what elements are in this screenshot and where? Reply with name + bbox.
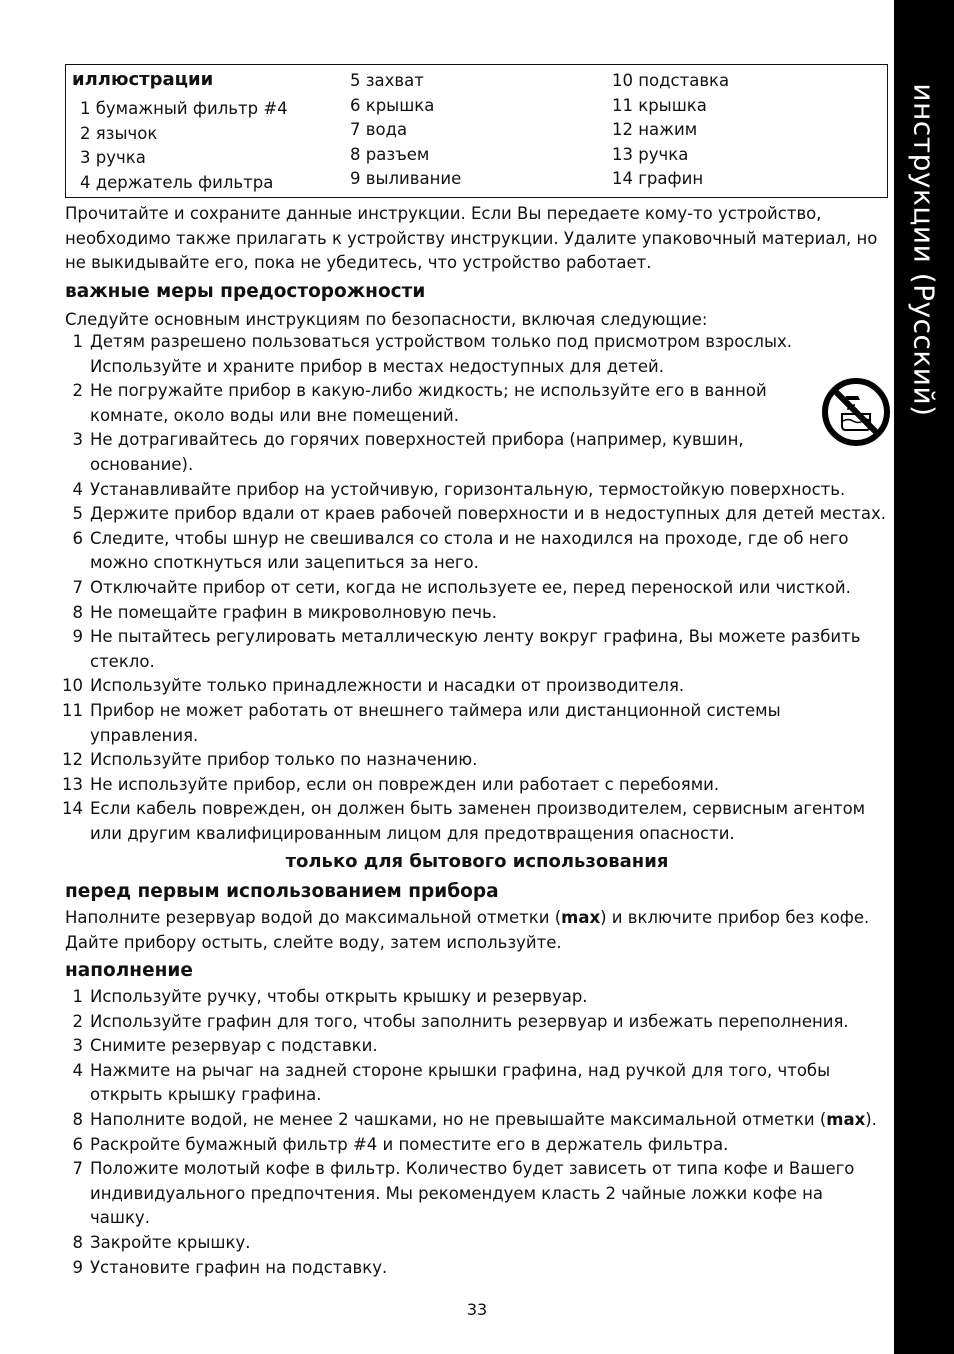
illustrations-box	[65, 64, 888, 198]
safety-item: 5 Держите прибор вдали от краев рабочей поверхности и в недоступных для детей местах.	[72, 504, 886, 524]
illustration-item: 7 вода	[350, 120, 408, 140]
illustration-item: 2 язычок	[80, 123, 158, 143]
safety-item: 14 Если кабель поврежден, он должен быть заменен производителем, сервисным агентом или другим квалифицированным лицом для предотвращения опасности.	[62, 799, 866, 843]
illustration-item: 12 нажим	[612, 120, 698, 140]
safety-item: 11 Прибор не может работать от внешнего таймера или дистанционной системы управления.	[62, 700, 781, 745]
filling-item: 1 Используйте ручку, чтобы открыть крышку и резервуар.	[72, 987, 588, 1006]
page-number: 33	[466, 1300, 488, 1319]
illustrations-heading: иллюстрации	[72, 69, 214, 90]
first-use-heading: перед первым использованием прибора	[65, 881, 499, 902]
safety-heading: важные меры предосторожности	[65, 281, 426, 302]
safety-item: 7 Отключайте прибор от сети, когда не используете ее, перед переноской или чисткой.	[72, 577, 851, 597]
side-tab-title: инструкции (Русский)	[907, 83, 941, 417]
safety-item: 10 Используйте только принадлежности и насадки от производителя.	[62, 676, 685, 696]
filling-item: 8 Закройте крышку.	[72, 1232, 251, 1252]
safety-lead: Следуйте основным инструкциям по безопасности, включая следующие:	[65, 310, 708, 329]
safety-item: 9 Не пытайтесь регулировать металлическую ленту вокруг графина, Вы можете разбить стекло.	[72, 627, 861, 671]
illustrations-column-2	[350, 69, 461, 192]
filling-item: 9 Установите графин на подставку.	[72, 1257, 388, 1277]
safety-item: 13 Не используйте прибор, если он поврежден или работает с перебоями.	[62, 774, 720, 794]
safety-item: 8 Не помещайте графин в микроволновую печь.	[72, 602, 497, 622]
language-side-tab	[894, 0, 954, 1354]
illustration-item: 4 держатель фильтра	[80, 172, 274, 192]
filling-item: 3 Снимите резервуар с подставки.	[72, 1036, 378, 1056]
illustrations-column-1	[80, 97, 288, 195]
illustrations-column-3	[612, 69, 729, 192]
filling-item: 4 Нажмите на рычаг на задней стороне крышки графина, над ручкой для того, чтобы открыть крышку графина.	[72, 1060, 831, 1105]
safety-item: 4 Устанавливайте прибор на устойчивую, горизонтальную, термостойкую поверхность.	[72, 479, 846, 499]
illustration-item: 10 подставка	[612, 71, 730, 90]
illustration-item: 5 захват	[350, 71, 424, 90]
illustration-item: 6 крышка	[350, 95, 435, 115]
filling-item: 2 Используйте графин для того, чтобы заполнить резервуар и избежать переполнения.	[72, 1011, 849, 1031]
first-use-paragraph: Наполните резервуар водой до максимальной отметки (max) и включите прибор без кофе. Дайте прибору остыть, слейте воду, затем используйте.	[65, 908, 870, 952]
filling-heading: наполнение	[65, 960, 193, 981]
safety-item: 6 Следите, чтобы шнур не свешивался со стола и не находился на проходе, где об него можно споткнуться или зацепиться за него.	[72, 528, 849, 573]
filling-item: 6 Раскройте бумажный фильтр #4 и поместите его в держатель фильтра.	[72, 1134, 729, 1154]
safety-item: 12 Используйте прибор только по назначению.	[62, 750, 478, 770]
safety-item: 3 Не дотрагивайтесь до горячих поверхностей прибора (например, кувшин, основание).	[72, 430, 744, 474]
illustration-item: 14 графин	[612, 169, 704, 189]
filling-item: 7 Положите молотый кофе в фильтр. Количество будет зависеть от типа кофе и Вашего индивидуального предпочтения. Мы рекомендуем класть 2 чайные ложки кофе на чашку.	[72, 1159, 855, 1228]
illustration-item: 1 бумажный фильтр #4	[80, 99, 288, 118]
safety-list	[0, 330, 894, 846]
illustration-item: 9 выливание	[350, 169, 462, 189]
filling-list	[0, 985, 894, 1280]
safety-item: 2 Не погружайте прибор в какую-либо жидкость; не используйте его в ванной комнате, около воды или вне помещений.	[72, 381, 767, 425]
household-only-heading: только для бытового использования	[285, 851, 669, 872]
no-bathroom-use-icon	[820, 376, 892, 448]
illustration-item: 3 ручка	[80, 148, 146, 168]
safety-item: 1 Детям разрешено пользоваться устройством только под присмотром взрослых. Используйте и храните прибор в местах недоступных для детей.	[72, 332, 793, 376]
illustration-item: 11 крышка	[612, 95, 707, 115]
illustration-item: 13 ручка	[612, 144, 689, 164]
intro-paragraph: Прочитайте и сохраните данные инструкции. Если Вы передаете кому-то устройство, необходимо также прилагать к устройству инструкции. Удалите упаковочный материал, но не выкидывайте его, пока не убедитесь, что устройство работает.	[65, 204, 878, 273]
filling-item: 8 Наполните водой, не менее 2 чашками, но не превышайте максимальной отметки (max).	[72, 1109, 877, 1129]
illustration-item: 8 разъем	[350, 144, 430, 164]
